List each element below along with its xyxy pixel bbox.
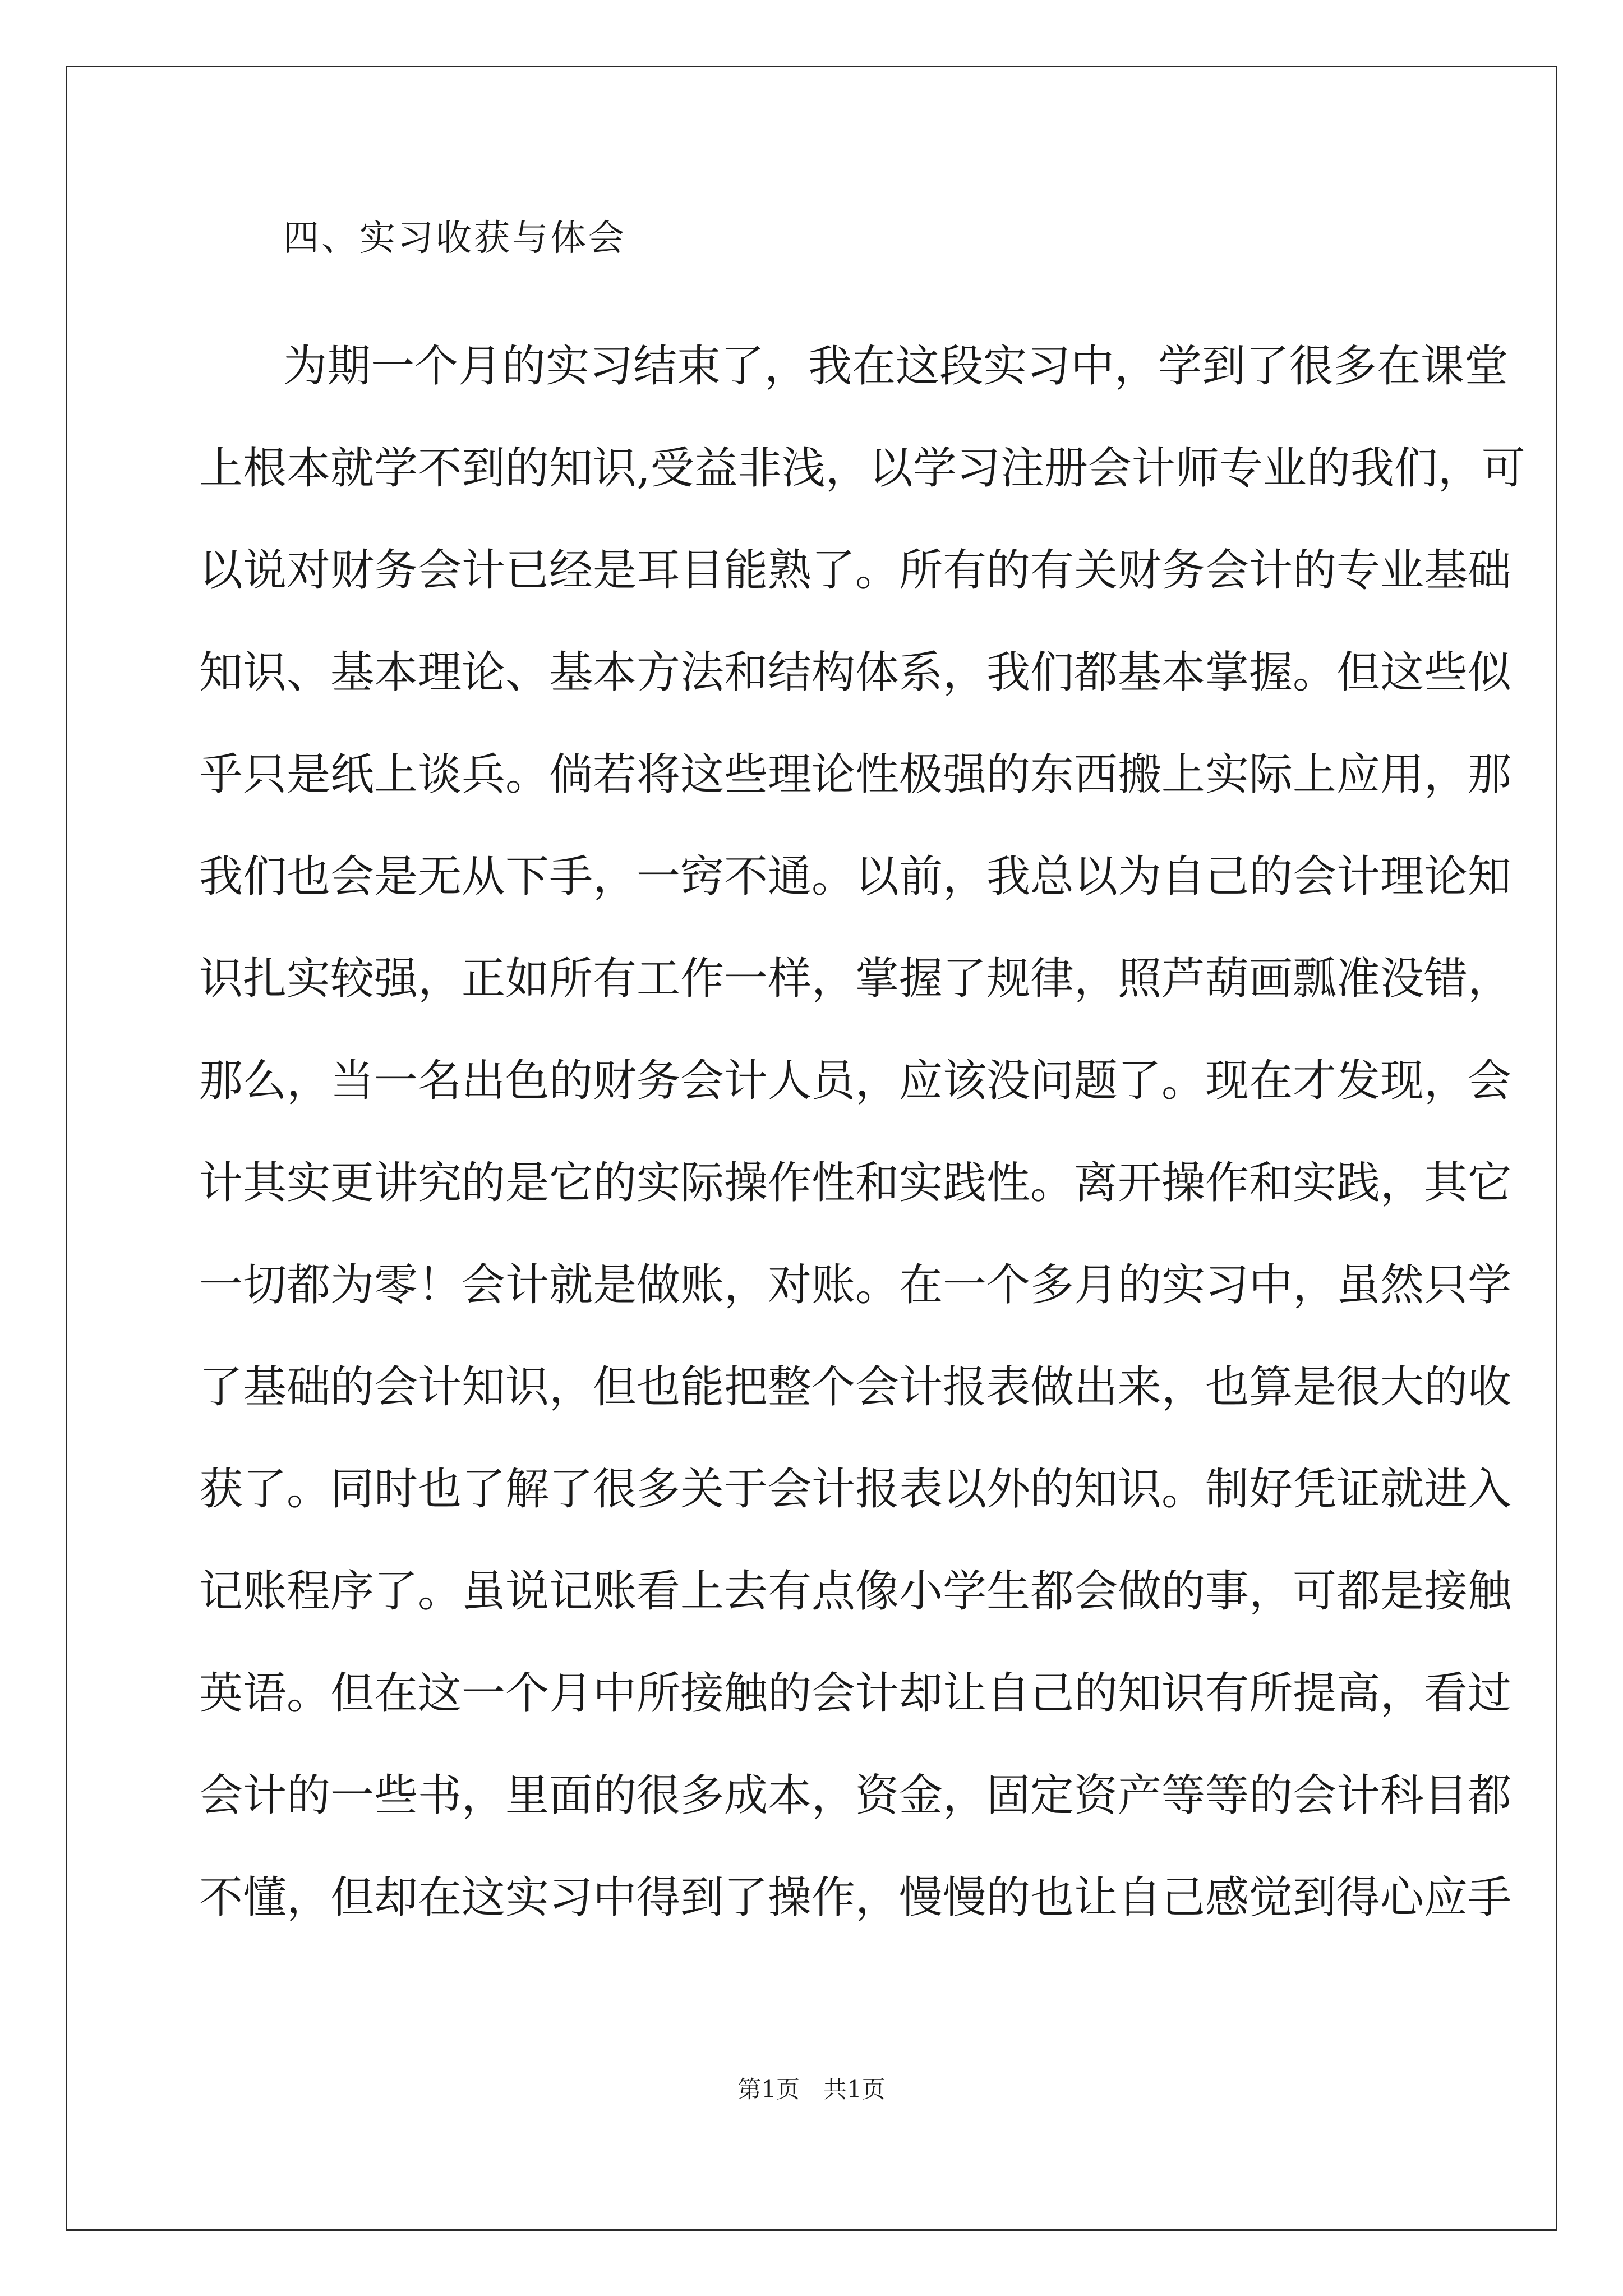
paragraph-line: 为期一个月的实习结束了，我在这段实习中，学到了很多在课堂 [283, 341, 1509, 392]
paragraph-line: 英语。但在这一个月中所接触的会计却让自己的知识有所提高，看过 [199, 1668, 1512, 1719]
paragraph-line: 那么，当一名出色的财务会计人员，应该没问题了。现在才发现，会 [199, 1056, 1512, 1106]
paragraph-line: 知识、基本理论、基本方法和结构体系，我们都基本掌握。但这些似 [199, 647, 1512, 698]
paragraph-line: 一切都为零！会计就是做账，对账。在一个多月的实习中，虽然只学 [199, 1260, 1512, 1310]
paragraph-line: 以说对财务会计已经是耳目能熟了。所有的有关财务会计的专业基础 [199, 545, 1512, 596]
page-footer: 第1页 共1页 [737, 2076, 886, 2103]
paragraph-line: 记账程序了。虽说记账看上去有点像小学生都会做的事，可都是接触 [199, 1566, 1512, 1617]
paragraph-line: 乎只是纸上谈兵。倘若将这些理论性极强的东西搬上实际上应用，那 [199, 749, 1512, 800]
paragraph-line: 会计的一些书，里面的很多成本，资金，固定资产等等的会计科目都 [199, 1770, 1512, 1821]
paragraph-line: 我们也会是无从下手，一窍不通。以前，我总以为自己的会计理论知 [199, 852, 1512, 902]
paragraph [199, 315, 1525, 1949]
section-heading: 四、实习收获与体会 [283, 218, 626, 259]
document-body [199, 213, 1525, 1949]
paragraph-line: 了基础的会计知识，但也能把整个会计报表做出来，也算是很大的收 [199, 1362, 1512, 1412]
paragraph-line: 计其实更讲究的是它的实际操作性和实践性。离开操作和实践，其它 [199, 1158, 1512, 1208]
paragraph-line: 不懂，但却在这实习中得到了操作，慢慢的也让自己感觉到得心应手 [199, 1872, 1512, 1923]
paragraph-line: 上根本就学不到的知识,受益非浅，以学习注册会计师专业的我们，可 [199, 443, 1525, 494]
paragraph-line: 识扎实较强，正如所有工作一样，掌握了规律，照芦葫画瓢准没错， [199, 954, 1512, 1004]
paragraph-line: 获了。同时也了解了很多关于会计报表以外的知识。制好凭证就进入 [199, 1464, 1512, 1515]
